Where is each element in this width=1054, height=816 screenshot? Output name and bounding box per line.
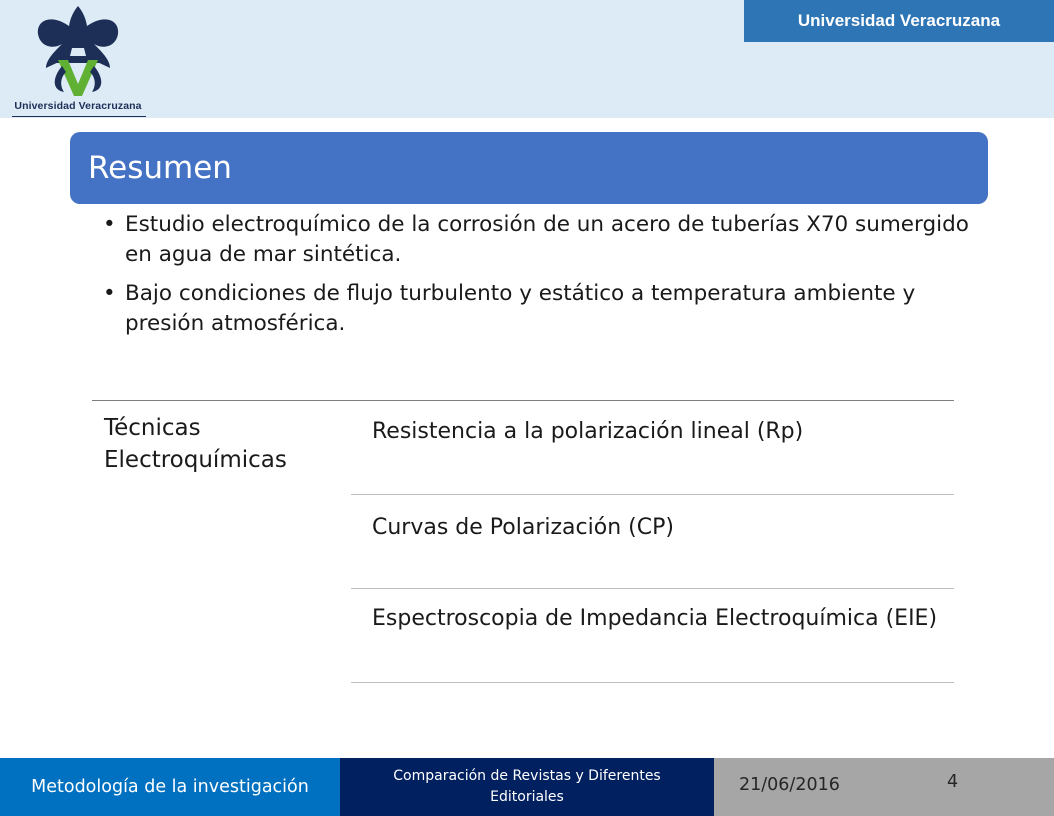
resumen-bullet-list xyxy=(102,210,972,348)
page-number: 4 xyxy=(947,772,959,792)
university-logo xyxy=(8,4,148,118)
footer-course-label: Metodología de la investigación xyxy=(31,777,309,797)
footer-topic-label: Comparación de Revistas y Diferentes Editoriales xyxy=(393,768,661,805)
footer-date: 21/06/2016 xyxy=(739,775,840,795)
resumen-header xyxy=(70,132,988,204)
technique-label: Curvas de Polarización (CP) xyxy=(372,515,674,540)
resumen-title: Resumen xyxy=(88,150,232,186)
bullet-item: • Estudio electroquímico de la corrosión de un acero de tuberías X70 sumergido en agua de mar sintética. xyxy=(102,210,972,270)
technique-label: Resistencia a la polarización lineal (Rp) xyxy=(372,419,804,444)
footer-topic xyxy=(340,758,714,816)
technique-row xyxy=(351,589,954,683)
technique-row xyxy=(351,401,954,495)
bullet-item: • Bajo condiciones de flujo turbulento y estático a temperatura ambiente y presión atmosférica. xyxy=(102,279,972,339)
university-banner-label: Universidad Veracruzana xyxy=(797,11,1001,30)
logo-text: Universidad Veracruzana xyxy=(14,100,142,112)
techniques-heading: Técnicas Electroquímicas xyxy=(104,415,287,473)
logo-underline xyxy=(12,116,146,117)
technique-label: Espectroscopia de Impedancia Electroquímica (EIE) xyxy=(372,606,938,631)
university-banner xyxy=(744,0,1054,42)
fleur-de-lis-icon xyxy=(8,4,148,100)
footer-meta xyxy=(714,758,1054,816)
technique-row xyxy=(351,495,954,589)
footer-course xyxy=(0,758,340,816)
